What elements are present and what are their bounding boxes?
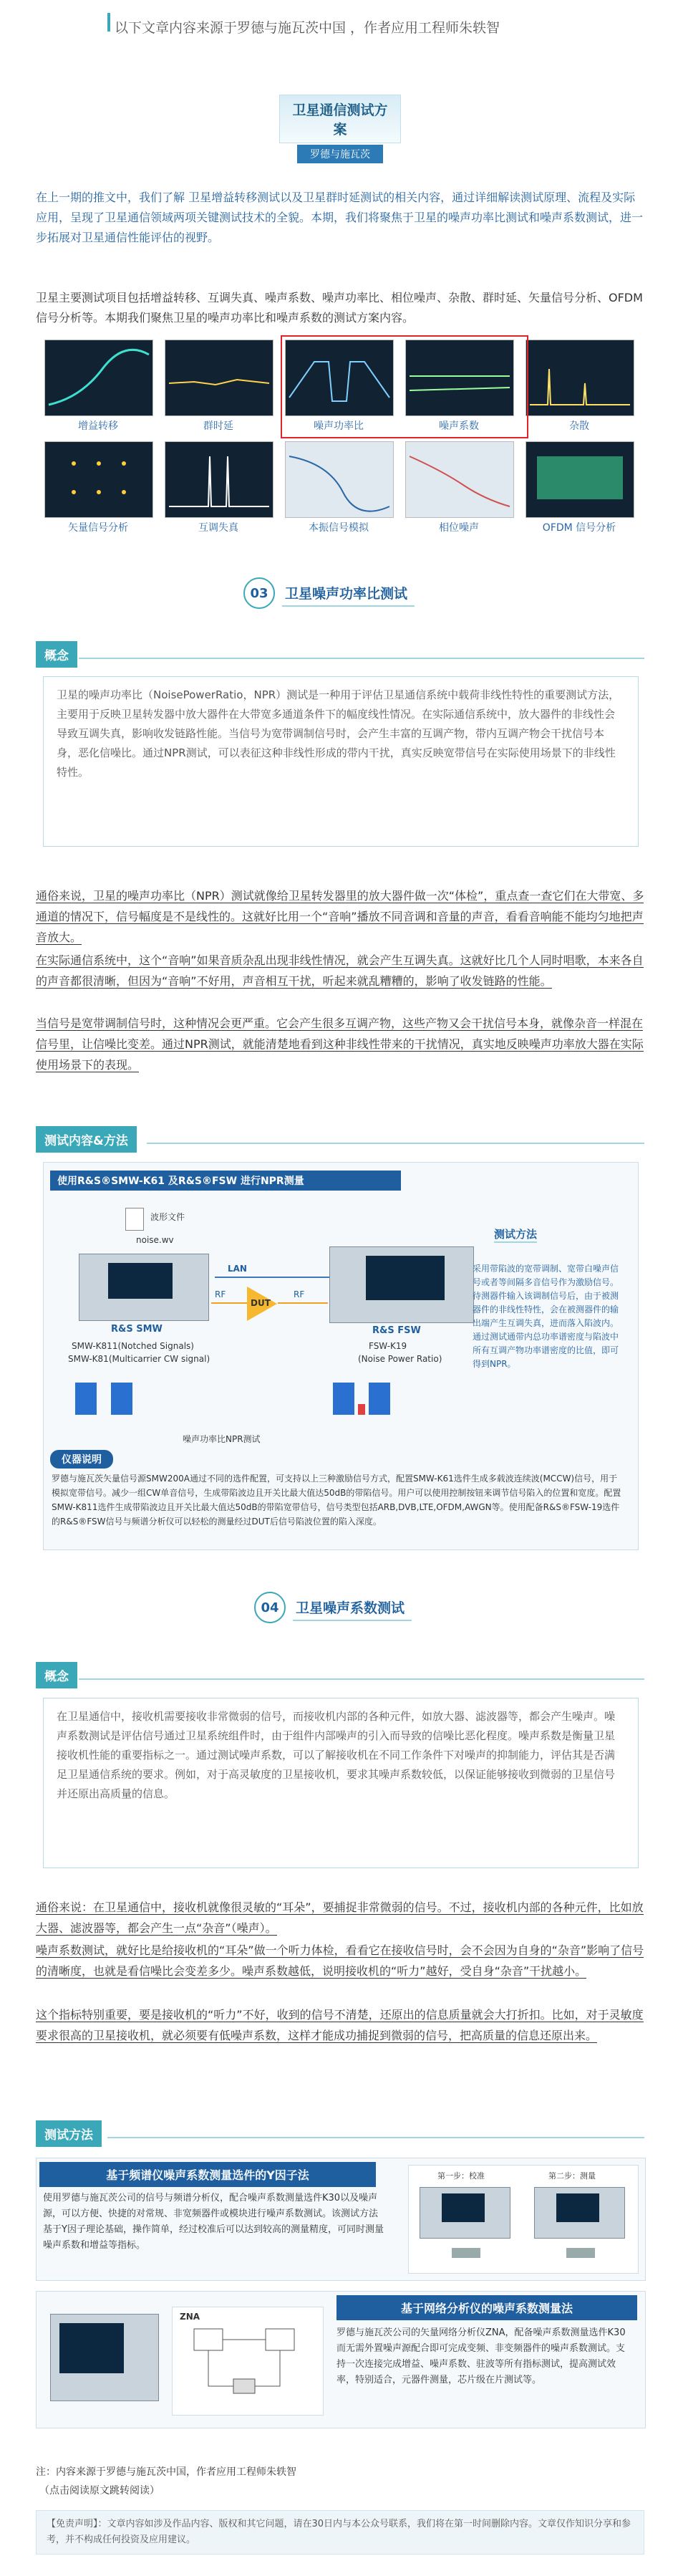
concept-tag-line-04	[79, 1678, 644, 1680]
vna-text: 罗德与施瓦茨公司的矢量网络分析仪ZNA，配备噪声系数测量选件K30而无需外置噪声源配合即可完成变频、非变频器件的噪声系数测试。支持一次连接完成增益、噪声系数、驻波等所有指标测试，提高测试效率，特别适合，元器件测量，芯片级在片测试等。	[336, 2327, 626, 2385]
section-03-number: 03	[243, 577, 275, 609]
step-1-label: 第一步：校准	[437, 2171, 485, 2181]
grid-caption-6: 矢量信号分析	[68, 522, 128, 534]
nf-plain-paragraph-3	[36, 2004, 644, 2046]
intro-paragraph-1: 在上一期的推文中，我们了解 卫星增益转移测试以及卫星群时延测试的相关内容，通过详细解读测试原理、流程及实际应用，呈现了卫星通信领域两项关键测试技术的全貌。本期，我们将聚焦于卫星的噪声功率比测试和噪声系数测试，进一步拓展对卫星通信性能评估的视野。	[36, 191, 644, 244]
section-04-number: 04	[254, 1592, 286, 1623]
source-marker	[107, 13, 110, 32]
vna-header: 基于网络分析仪的噪声系数测量法	[336, 2295, 637, 2320]
lo-simulation-image	[285, 441, 394, 518]
lan-label: LAN	[228, 1264, 247, 1274]
npr-plain-paragraph-3	[36, 1013, 644, 1075]
spurious-image	[526, 340, 634, 416]
smw-screen	[108, 1263, 173, 1299]
concept-tag-label: 概念	[36, 641, 77, 668]
nf-concept-box	[43, 1698, 639, 1868]
npr-plain-text-2: 在实际通信系统中，这个“音响”如果音质杂乱出现非线性情况，就会产生互调失真。这就好比几个人同时唱歌，本来各自的声音都很清晰，但因为“音响”不好用，声音相互干扰，听起来就乱糟糟的，影响了收发链路的性能。	[36, 953, 644, 988]
section-03-title: 卫星噪声功率比测试	[282, 580, 415, 607]
grid-caption-1: 增益转移	[78, 420, 118, 432]
dut-label: DUT	[251, 1298, 271, 1308]
zna-screen	[59, 2323, 124, 2373]
rf-cable-out	[278, 1302, 328, 1304]
zna-label: ZNA	[180, 2312, 200, 2322]
fsw-option-2: (Noise Power Ratio)	[358, 1354, 442, 1364]
npr-plain-paragraph-1	[36, 885, 644, 948]
fsw-instrument	[329, 1246, 474, 1323]
smw-option-2: SMW-K81(Multicarrier CW signal)	[68, 1354, 210, 1364]
grid-caption-7: 互调失真	[198, 522, 238, 534]
method-tag-line-04	[107, 2137, 644, 2138]
phase-noise-image	[405, 441, 514, 518]
concept-tag-03	[36, 641, 77, 668]
grid-caption-9: 相位噪声	[439, 522, 479, 534]
nf-concept-text: 在卫星通信中，接收机需要接收非常微弱的信号，而接收机内部的各种元件，如放大器、滤波器等，都会产生噪声。噪声系数测试是评估信号通过卫星系统组件时，由于组件内部噪声的引入而导致的信噪比恶化程度。噪声系数是衡量卫星接收机性能的重要指标之一。通过测试噪声系数，可以了解接收机在不同工作条件下对噪声的抑制能力，评估其是否满足卫星通信系统的要求。例如，对于高灵敏度的卫星接收机，要求其噪声系数较低，以保证能够接收到微弱的卫星信号并还原出高质量的信息。	[57, 1710, 616, 1800]
noise-file-label: noise.wv	[136, 1235, 174, 1245]
npr-concept-text: 卫星的噪声功率比（NoisePowerRatio，NPR）测试是一种用于评估卫星通信系统中载荷非线性特性的重要测试方法，主要用于反映卫星转发器中放大器件在大带宽多通道条件下的幅度线性情况。在实际通信系统中，放大器件的非线性会导致互调失真，影响收发链路性能。当信号为宽带调制信号时，会产生丰富的互调产物，带内互调产物会干扰信号本身，恶化信噪比。通过NPR测试，可以表征这种非线性形成的带内干扰，真实反映宽带信号在实际使用场景下的非线性特性。	[57, 688, 620, 779]
nf-plain-paragraph-1	[36, 1897, 644, 1938]
section-04-heading	[254, 1592, 412, 1623]
section-03-heading	[243, 577, 415, 609]
input-spectrum-graphic	[72, 1375, 158, 1418]
instrument-tag: 仪器说明	[50, 1450, 113, 1469]
wave-file-label: 波形文件	[150, 1212, 185, 1222]
nf-plain-paragraph-2	[36, 1940, 644, 1981]
instrument-text: 罗德与施瓦茨矢量信号源SMW200A通过不同的选件配置，可支持以上三种激励信号方式，配置SMW-K61选件生成多载波连续波(MCCW)信号，用于模拟宽带信号。减少一组CW单音信号，生成带陷波边且开关比最大值达50dB的带陷信号。用户可以使用控制按钮来调节信号陷入的位置和宽度。配置SMW-K811选件生成带陷波边且开关比最大值达50dB的带陷宽带信号，信号类型包括ARB,DVB,LTE,OFDM,AWGN等。使用配备R&S®FSW-19选件的R&S®FSW信号与频谱分析仪可以轻松的测量经过DUT后信号陷波位置的陷入深度。	[52, 1474, 621, 1527]
zna-instrument	[50, 2314, 159, 2401]
npr-concept-box	[43, 676, 639, 847]
nf-plain-text-2: 噪声系数测试，就好比是给接收机的“耳朵”做一个听力体检，看看它在接收信号时，会不会因为自身的“杂音”影响了信号的清晰度，也就是看信噪比会变差多少。噪声系数越低，说明接收机的“听力”越好，受自身“杂音”干扰越小。	[36, 1943, 644, 1978]
noise-source-2	[566, 2248, 595, 2258]
method-tag-label: 测试内容&方法	[36, 1126, 137, 1153]
grid-caption-4: 噪声系数	[439, 420, 479, 432]
banner-title: 卫星通信测试方案	[279, 95, 401, 143]
gain-transfer-image	[44, 340, 153, 416]
ofdm-image	[526, 441, 634, 518]
test-method-title: 测试方法	[494, 1226, 537, 1243]
banner-subtitle: 罗德与施瓦茨	[297, 145, 383, 163]
analyzer-step-1	[420, 2187, 510, 2239]
npr-plain-text-3: 当信号是宽带调制信号时，这种情况会更严重。它会产生很多互调产物，这些产物又会干扰信号本身，就像杂音一样混在信号里，让信噪比变差。通过NPR测试，就能清楚地看到这种非线性带来的干扰情况，真实地反映噪声功率放大器在实际使用场景下的表现。	[36, 1017, 644, 1072]
grid-caption-8: 本振信号模拟	[309, 522, 369, 534]
footer-note-2[interactable]: （点击阅读原文跳转阅读）	[39, 2485, 160, 2496]
concept-tag-label-04: 概念	[36, 1662, 77, 1688]
analyzer-step-1-screen	[442, 2193, 485, 2222]
group-delay-image	[165, 340, 273, 416]
method-tag-label-04: 测试方法	[36, 2120, 102, 2147]
smw-option-1: SMW-K811(Notched Signals)	[72, 1341, 194, 1351]
file-icon	[125, 1208, 144, 1231]
analyzer-step-2	[534, 2187, 625, 2239]
y-factor-diagram	[408, 2165, 639, 2274]
method-tag-03	[36, 1126, 137, 1153]
npr-plain-paragraph-2	[36, 950, 644, 991]
smw-brand: R&S SMW	[111, 1324, 163, 1335]
lan-cable	[215, 1277, 329, 1278]
nf-plain-text-3: 这个指标特别重要，要是接收机的“听力”不好，收到的信号不清楚，还原出的信息质量就会大打折扣。比如，对于灵敏度要求很高的卫星接收机，就必须要有低噪声系数，这样才能成功捕捉到微弱的信号，把高质量的信息还原出来。	[36, 2008, 644, 2042]
disclaimer-box: 【免责声明】：文章内容如涉及作品内容、版权和其它问题，请在30日内与本公众号联系，我们将在第一时间删除内容。文章仅作知识分享和参考，并不构成任何投资及应用建议。	[36, 2510, 644, 2555]
nf-plain-text-1: 通俗来说：在卫星通信中，接收机就像很灵敏的“耳朵”，要捕捉非常微弱的信号。不过，接收机内部的各种元件，比如放大器、滤波器等，都会产生一点“杂音”（噪声）。	[36, 1900, 644, 1935]
npr-figure-header: 使用R&S®SMW-K61 及R&S®FSW 进行NPR测量	[50, 1171, 401, 1191]
noise-source-1	[452, 2248, 480, 2258]
y-factor-header: 基于频谱仪噪声系数测量选件的Y因子法	[39, 2162, 376, 2187]
step-2-label: 第二步：测量	[548, 2171, 596, 2181]
test-method-text: 采用带陷波的宽带调制、宽带白噪声信号或者等间隔多音信号作为激励信号。待测器件输入该调制信号后，由于被测器件的非线性特性，会在被测器件的输出端产生互调失真，进而落入陷波内。通过测试通带内总功率谱密度与陷波中所有互调产物功率谱密度的比值，即可得到NPR。	[473, 1264, 619, 1369]
grid-caption-3: 噪声功率比	[314, 420, 364, 432]
vsa-image	[44, 441, 153, 518]
concept-tag-04	[36, 1662, 77, 1688]
intro-paragraph-2: 卫星主要测试项目包括增益转移、互调失真、噪声系数、噪声功率比、相位噪声、杂散、群时延、矢量信号分析、OFDM信号分析等。本期我们聚焦卫星的噪声功率比和噪声系数的测试方案内容。	[36, 291, 643, 325]
method-tag-line	[147, 1143, 644, 1144]
rf-cable-in	[211, 1302, 247, 1304]
fsw-screen	[366, 1256, 445, 1300]
zna-block-diagram	[172, 2307, 324, 2416]
smw-instrument	[79, 1254, 209, 1321]
rf-label-in: RF	[215, 1289, 226, 1299]
output-spectrum-graphic	[329, 1375, 422, 1418]
fsw-option-1: FSW-K19	[369, 1341, 407, 1351]
fsw-brand: R&S FSW	[372, 1325, 421, 1336]
analyzer-step-2-screen	[556, 2193, 599, 2222]
concept-tag-line	[79, 658, 644, 659]
section-04-title: 卫星噪声系数测试	[293, 1595, 412, 1621]
footer-note-1: 注：内容来源于罗德与施瓦茨中国，作者应用工程师朱轶智	[36, 2466, 296, 2478]
grid-caption-10: OFDM 信号分析	[542, 522, 616, 534]
grid-caption-2: 群时延	[203, 420, 233, 432]
rf-label-out: RF	[294, 1289, 305, 1299]
method-tag-04	[36, 2120, 102, 2147]
imd-image	[165, 441, 273, 518]
source-line: 以下文章内容来源于罗德与施瓦茨中国 ，作者应用工程师朱轶智	[115, 20, 500, 36]
npr-figure-caption: 噪声功率比NPR测试	[183, 1434, 261, 1444]
npr-plain-text-1: 通俗来说，卫星的噪声功率比（NPR）测试就像给卫星转发器里的放大器件做一次“体检”，重点查一查它们在大带宽、多通道的情况下，信号幅度是不是线性的。这就好比用一个“音响”播放不同音调和音量的声音，看看音响能不能均匀地把声音放大。	[36, 889, 644, 944]
title-banner	[279, 95, 401, 163]
grid-caption-5: 杂散	[569, 420, 589, 432]
y-factor-text: 使用罗德与施瓦茨公司的信号与频谱分析仪，配合噪声系数测量选件K30以及噪声源，可以方便、快捷的对常规、非宽频器件或模块进行噪声系数测试。该测试方法基于Y因子理论基础，操作简单，经过校准后可以达到较高的测量精度，可同时测量噪声系数和增益等指标。	[43, 2193, 384, 2251]
